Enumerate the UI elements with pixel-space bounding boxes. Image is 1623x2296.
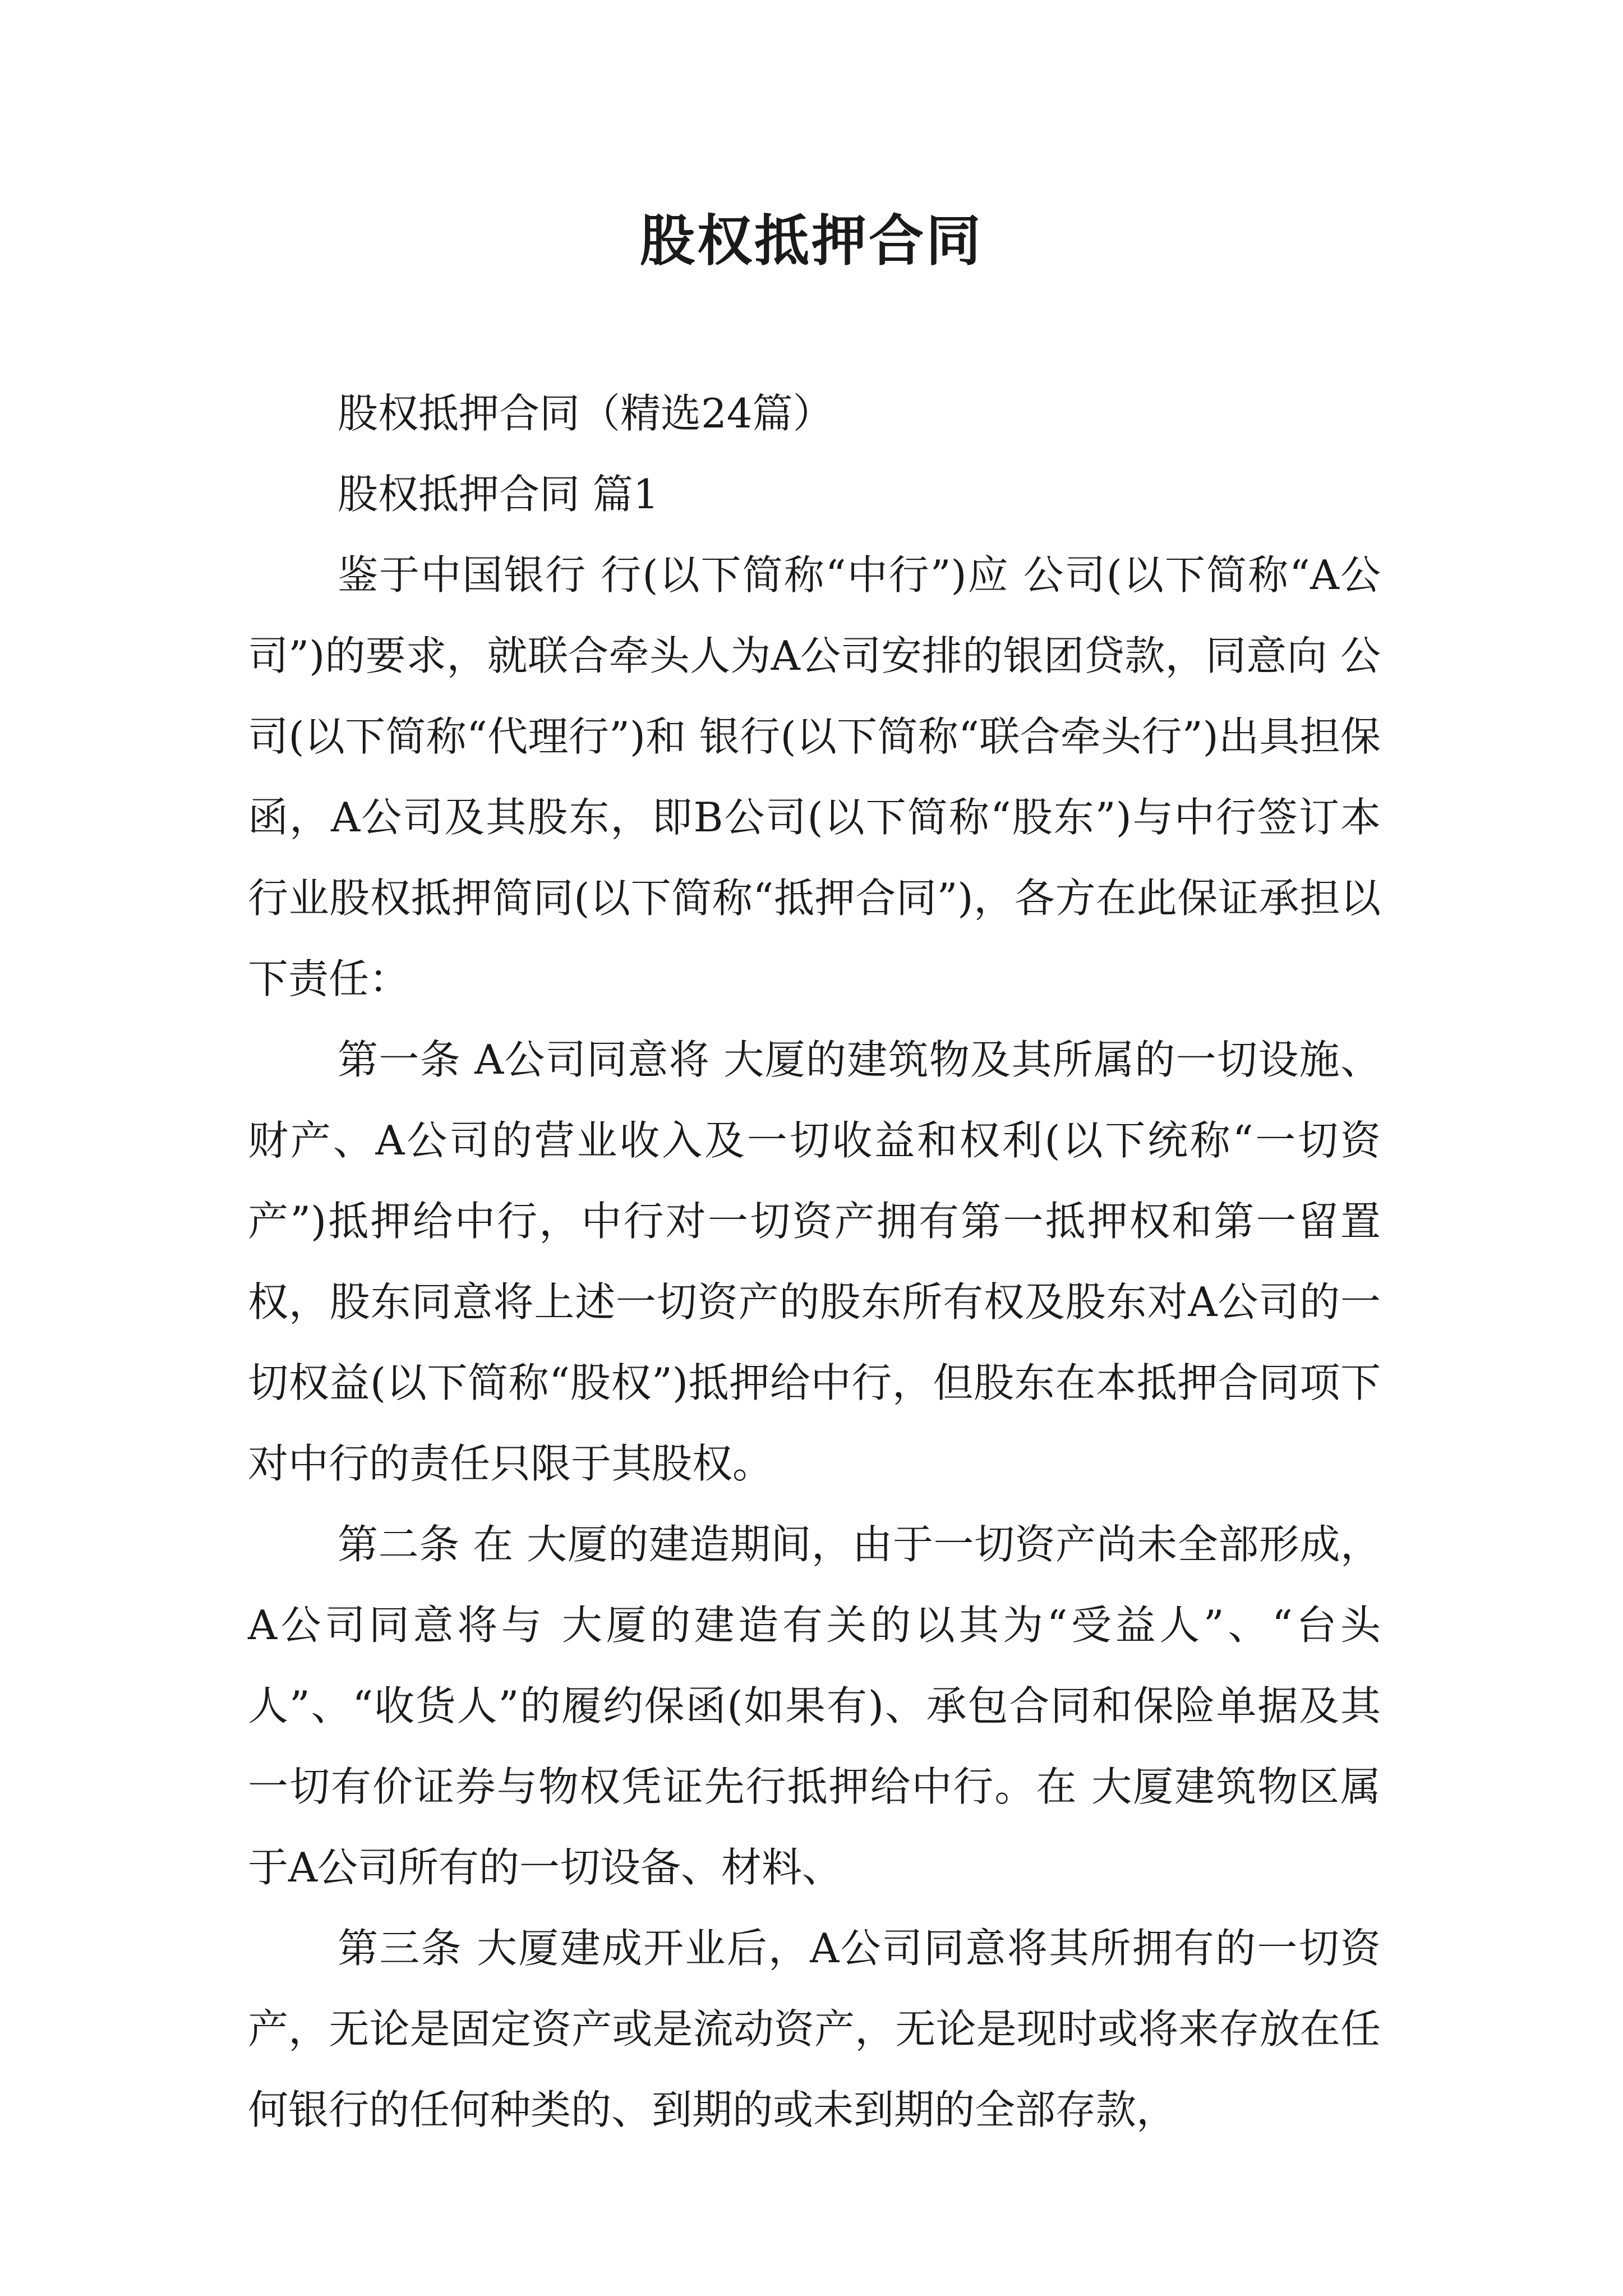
paragraph-article-3: 第三条 大厦建成开业后，A公司同意将其所拥有的一切资产，无论是固定资产或是流动资产，无论是现时或将来存放在任何银行的任何种类的、到期的或未到期的全部存款， [248, 1925, 1381, 2133]
paragraph-preamble: 鉴于中国银行 行(以下简称“中行”)应 公司(以下简称“A公司”)的要求，就联合牵头人为A公司安排的银团贷款，同意向 公司(以下简称“代理行”)和 银行(以下简称“联合牵头行”)出具担保函，A公司及其股东，即B公司(以下简称“股东”)与中行签订本行业股权抵押简同(以下简称“抵押合同”)，各方在此保证承担以下责任： [248, 551, 1381, 1002]
paragraph-subtitle: 股权抵押合同（精选24篇） [338, 390, 833, 437]
paragraph-section-heading: 股权抵押合同 篇1 [338, 471, 659, 518]
paragraph-article-2: 第二条 在 大厦的建造期间，由于一切资产尚未全部形成，A公司同意将与 大厦的建造有关的以其为“受益人”、“台头人”、“收货人”的履约保函(如果有)、承包合同和保险单据及其一切有价证券与物权凭证先行抵押给中行。在 大厦建筑物区属于A公司所有的一切设备、材料、 [248, 1521, 1381, 1891]
paragraph-article-1: 第一条 A公司同意将 大厦的建筑物及其所属的一切设施、财产、A公司的营业收入及一切收益和权利(以下统称“一切资产”)抵押给中行，中行对一切资产拥有第一抵押权和第一留置权，股东同意将上述一切资产的股东所有权及股东对A公司的一切权益(以下简称“股权”)抵押给中行，但股东在本抵押合同项下对中行的责任只限于其股权。 [248, 1036, 1381, 1487]
document-body [248, 373, 1381, 2150]
document-title: 股权抵押合同 [639, 209, 983, 273]
